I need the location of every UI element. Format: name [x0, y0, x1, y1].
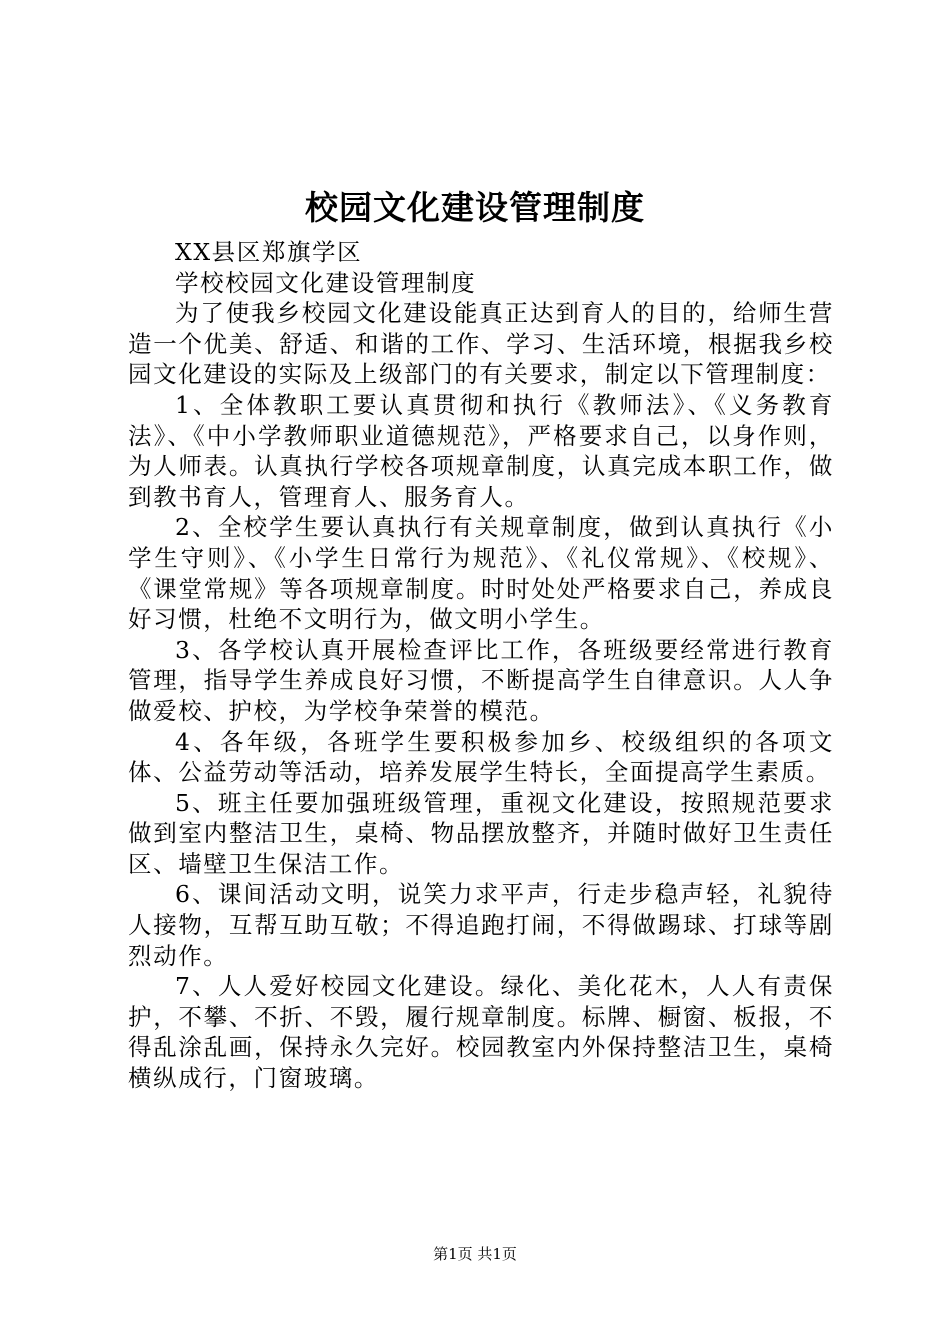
body-paragraph: 1、全体教职工要认真贯彻和执行《教师法》、《义务教育法》、《中小学教师职业道德规范》，严格要求自己，以身作则，为人师表。认真执行学校各项规章制度，认真完成本职工作，做到教书育人，管理育人、服务育人。: [128, 390, 834, 511]
body-paragraph: 为了使我乡校园文化建设能真正达到育人的目的，给师生营造一个优美、舒适、和谐的工作、学习、生活环境，根据我乡校园文化建设的实际及上级部门的有关要求，制定以下管理制度：: [128, 299, 834, 389]
body-paragraph: 学校校园文化建设管理制度: [175, 268, 477, 297]
body-paragraph: XX县区郑旗学区: [175, 238, 363, 266]
document-body: [128, 237, 834, 1094]
body-paragraph: 2、全校学生要认真执行有关规章制度，做到认真执行《小学生守则》、《小学生日常行为规范》、《礼仪常规》、《校规》、《课堂常规》等各项规章制度。时时处处严格要求自己，养成良好习惯，杜绝不文明行为，做文明小学生。: [128, 513, 834, 634]
body-paragraph: 6、课间活动文明，说笑力求平声，行走步稳声轻，礼貌待人接物，互帮互助互敬；不得追跑打闹，不得做踢球、打球等剧烈动作。: [128, 880, 834, 970]
body-paragraph: 5、班主任要加强班级管理，重视文化建设，按照规范要求做到室内整洁卫生，桌椅、物品摆放整齐，并随时做好卫生责任区、墙壁卫生保洁工作。: [128, 788, 834, 878]
body-paragraph: 7、人人爱好校园文化建设。绿化、美化花木，人人有责保护，不攀、不折、不毁，履行规章制度。标牌、橱窗、板报，不得乱涂乱画，保持永久完好。校园教室内外保持整洁卫生，桌椅横纵成行，门窗玻璃。: [128, 972, 834, 1093]
body-paragraph: 3、各学校认真开展检查评比工作，各班级要经常进行教育管理，指导学生养成良好习惯，不断提高学生自律意识。人人争做爱校、护校，为学校争荣誉的模范。: [128, 635, 834, 725]
body-paragraph: 4、各年级，各班学生要积极参加乡、校级组织的各项文体、公益劳动等活动，培养发展学生特长，全面提高学生素质。: [128, 727, 834, 787]
document-title: 校园文化建设管理制度: [305, 188, 645, 227]
page-footer: 第1页 共1页: [433, 1245, 517, 1263]
